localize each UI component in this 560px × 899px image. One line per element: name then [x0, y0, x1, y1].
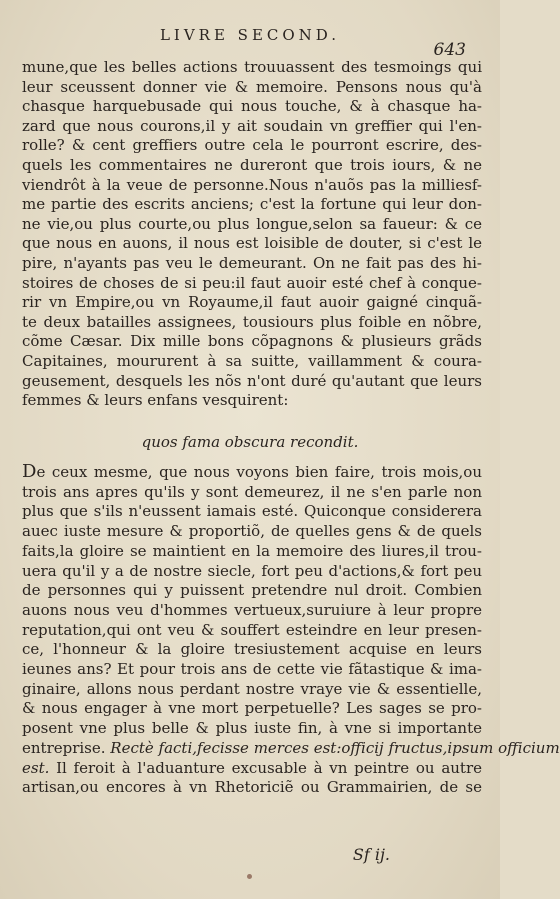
latin-quote-end: est. — [22, 758, 50, 777]
text-line: faits,la gloire se maintient en la memoire des liures,il trou- — [22, 541, 482, 560]
text-segment: entreprise. — [22, 738, 111, 757]
text-line: reputation,qui ont veu & souffert esteindre en leur presen- — [22, 620, 482, 639]
text-line: ne vie,ou plus courte,ou plus longue,selon sa faueur: & ce — [22, 214, 482, 233]
text-line: mune,que les belles actions trouuassent des tesmoings qui — [22, 58, 482, 76]
text-line: uera qu'il y a de nostre siecle, fort peu d'actions,& fort peu — [22, 561, 482, 580]
paragraph-2 — [22, 461, 560, 798]
text-line: rir vn Empire,ou vn Royaume,il faut auoir gaigné cinquã- — [22, 293, 482, 312]
text-line: auec iuste mesure & proportiõ, de quelles gens & de quels — [22, 522, 482, 541]
text-line: de personnes qui y puissent pretendre nul droit. Combien — [22, 581, 482, 600]
text-line: cõme Cæsar. Dix mille bons cõpagnons & plusieurs grãds — [22, 332, 482, 351]
text-line: artisan,ou encores à vn Rhetoriciẽ ou Grammairien, de se — [22, 778, 482, 797]
text-line: que nous en auons, il nous est loisible de douter, si c'est le — [22, 234, 482, 253]
text-line: Capitaines, moururent à sa suitte, vaillamment & coura- — [22, 351, 482, 370]
text-line: posent vne plus belle & plus iuste fin, à vne si importante — [22, 719, 482, 738]
text-line: rolle? & cent greffiers outre cela le pourront escrire, des- — [22, 136, 482, 155]
text-line: te deux batailles assignees, tousiours plus foible en nõbre, — [22, 312, 482, 331]
text-line-rest: e ceux mesme, que nous voyons bien faire, trois mois,ou — [36, 463, 482, 481]
text-line — [22, 738, 560, 759]
text-line: pire, n'ayants pas veu le demeurant. On ne fait pas des hi- — [22, 253, 482, 272]
text-line: & nous engager à vne mort perpetuelle? Les sages se pro- — [22, 699, 482, 718]
text-line: viendrôt à la veue de personne.Nous n'auõs pas la milliesf- — [22, 175, 482, 194]
text-line: quels les commentaires ne dureront que trois iours, & ne — [22, 155, 482, 174]
text-segment: Il feroit à l'aduanture excusable à vn peintre ou autre — [49, 758, 482, 777]
latin-quote: Rectè facti,fecisse merces est:officij fructus,ipsum officium — [110, 738, 560, 757]
text-line: leur sceussent donner vie & memoire. Pensons nous qu'à — [22, 77, 482, 96]
text-line: chasque harquebusade qui nous touche, & à chasque ha- — [22, 97, 482, 116]
running-title: LIVRE SECOND. — [159, 26, 341, 44]
text-line: auons nous veu d'hommes vertueux,suruiure à leur propre — [22, 600, 482, 619]
initial-letter: D — [22, 461, 37, 482]
text-line: plus que s'ils n'eussent iamais esté. Quiconque considerera — [22, 502, 482, 521]
text-line — [22, 462, 482, 483]
page-number: 643 — [433, 40, 466, 60]
verse-quote: quos fama obscura recondit. — [141, 433, 359, 451]
text-line: me partie des escrits anciens; c'est la fortune qui leur don- — [22, 195, 482, 214]
text-line: ce, l'honneur & la gloire tresiustement acquise en leurs — [22, 640, 482, 659]
text-line: stoires de choses de si peu:il faut auoir esté chef à conque- — [22, 273, 482, 292]
text-line: ginaire, allons nous perdant nostre vraye vie & essentielle, — [22, 679, 482, 698]
ink-dot-ornament — [247, 874, 252, 879]
text-line: zard que nous courons,il y ait soudain vn greffier qui l'en- — [22, 116, 482, 135]
text-line: geusement, desquels les nõs n'ont duré qu'autant que leurs — [22, 371, 482, 390]
text-line: ieunes ans? Et pour trois ans de cette vie fãtastique & ima- — [22, 660, 482, 679]
paragraph-1 — [22, 58, 482, 411]
text-line: trois ans apres qu'ils y sont demeurez, il ne s'en parle non — [22, 482, 482, 501]
text-line — [22, 759, 482, 779]
text-line: femmes & leurs enfans vesquirent: — [22, 391, 289, 410]
signature-mark: Sf ij. — [352, 845, 390, 864]
